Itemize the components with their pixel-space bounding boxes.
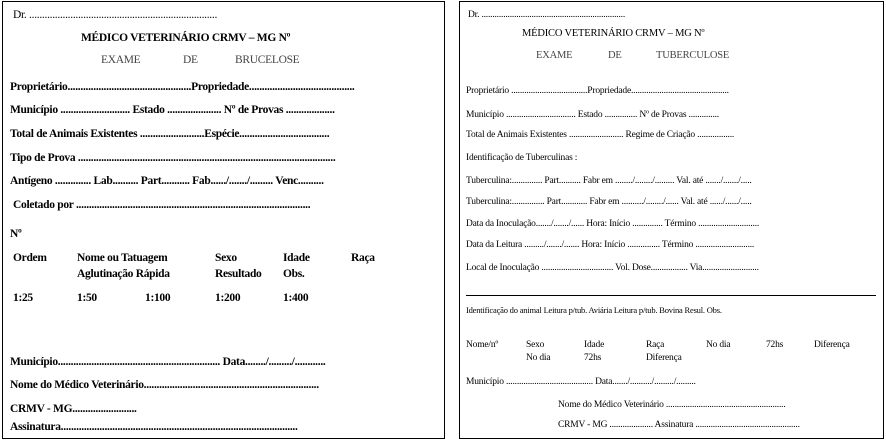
dilution-4: 1:200 bbox=[215, 292, 241, 304]
sub-no-dia: No dia bbox=[526, 353, 551, 363]
inoculation-date-line: Data da Inoculação......./......./...... Hora: Início .............. Término ............................ bbox=[466, 219, 760, 229]
sub-diferenca: Diferença bbox=[646, 353, 682, 363]
owner-line: Proprietário ...................................Propriedade............................................. bbox=[466, 86, 729, 96]
tuberculosis-exam-card bbox=[459, 1, 884, 439]
doctor-line: Dr. ......................................................................... bbox=[13, 9, 218, 21]
test-type-line: Tipo de Prova .................................................................................................... bbox=[10, 152, 336, 164]
sub-72h: 72hs bbox=[584, 353, 602, 363]
exam-type: TUBERCULOSE bbox=[656, 50, 730, 61]
col-72h: 72hs bbox=[766, 340, 784, 350]
municipality-date-line: Município ........................................ Data......./........../........./......... bbox=[466, 377, 696, 387]
col-sexo-2: Resultado bbox=[215, 268, 262, 280]
vet-name-line: Nome do Médico Veterinário.................................................................... bbox=[10, 379, 319, 391]
de-word: DE bbox=[183, 54, 198, 66]
col-sexo: Sexo bbox=[526, 340, 545, 350]
vet-name-line: Nome do Médico Veterinário ....................................................... bbox=[558, 400, 786, 410]
municipality-line: Município ........................... Estado ..................... Nº de Provas ................... bbox=[10, 104, 335, 116]
col-idade-2: Obs. bbox=[283, 268, 305, 280]
total-animals-line: Total de Animais Existentes ......................... Regime de Criação ................. bbox=[466, 130, 735, 140]
section-divider bbox=[466, 295, 876, 296]
col-nome-2: Aglutinação Rápida bbox=[77, 268, 170, 280]
card-title: MÉDICO VETERINÁRIO CRMV – MG Nº bbox=[81, 32, 291, 44]
dilution-3: 1:100 bbox=[145, 292, 171, 304]
col-no-dia: No dia bbox=[706, 340, 731, 350]
col-nome-1: Nome ou Tatuagem bbox=[77, 252, 168, 264]
tuberculin-2-line: Tuberculina:............... Part............ Fabr em ........../......../...... Val. até ....../....../..... bbox=[466, 197, 752, 207]
crmv-signature-line: CRMV - MG .................... Assinatura ................................................ bbox=[558, 420, 800, 430]
dilution-1: 1:25 bbox=[13, 292, 33, 304]
col-idade: Idade bbox=[584, 340, 605, 350]
card-title: MÉDICO VETERINÁRIO CRMV – MG Nº bbox=[522, 28, 705, 39]
col-sexo-1: Sexo bbox=[215, 252, 237, 264]
reading-date-line: Data da Leitura ........./......./....... Hora: Início ............... Término ........................... bbox=[466, 240, 755, 250]
de-word: DE bbox=[608, 50, 622, 61]
col-nome: Nome/nº bbox=[466, 340, 499, 350]
total-animals-line: Total de Animais Existentes .........................Espécie................................... bbox=[10, 128, 330, 140]
brucellosis-exam-card bbox=[2, 1, 445, 439]
dilution-2: 1:50 bbox=[77, 292, 97, 304]
antigen-line: Antígeno .............. Lab.......... Part........... Fab....../......./......... Venc.......... bbox=[10, 175, 324, 187]
col-diferenca: Diferença bbox=[814, 340, 850, 350]
col-ordem: Ordem bbox=[13, 252, 47, 264]
exam-word: EXAME bbox=[536, 50, 573, 61]
municipality-date-line: Município............................................................... Data......../........./............ bbox=[10, 356, 326, 368]
inoculation-site-line: Local de Inoculação ................................. Vol. Dose................. Via.......................... bbox=[466, 263, 759, 273]
col-raca: Raça bbox=[646, 340, 665, 350]
col-idade-1: Idade bbox=[283, 252, 310, 264]
tuberculin-1-line: Tuberculina:.............. Part.......... Fabr em ......../......../......... Val. até ......./......./..... bbox=[466, 176, 752, 186]
municipality-line: Município ................................ Estado ............... Nº de Provas .............. bbox=[466, 110, 719, 120]
signature-line: Assinatura............................................................................................ bbox=[10, 421, 298, 433]
dilution-5: 1:400 bbox=[283, 292, 309, 304]
tuberculin-id-label: Identificação de Tuberculinas : bbox=[466, 153, 578, 163]
number-label: Nº bbox=[10, 228, 22, 240]
crmv-line: CRMV - MG......................... bbox=[10, 403, 137, 415]
exam-type: BRUCELOSE bbox=[235, 54, 300, 66]
owner-line: Proprietário................................................Propriedade......................................... bbox=[10, 81, 355, 93]
col-raca: Raça bbox=[351, 252, 375, 264]
doctor-line: Dr. .................................................................. bbox=[468, 10, 626, 20]
collected-by-line: Coletado por ........................................................................................... bbox=[13, 199, 311, 211]
animal-table-header: Identificação do animal Leitura p/tub. Aviária Leitura p/tub. Bovina Resul. Obs. bbox=[466, 305, 722, 315]
exam-word: EXAME bbox=[101, 54, 141, 66]
